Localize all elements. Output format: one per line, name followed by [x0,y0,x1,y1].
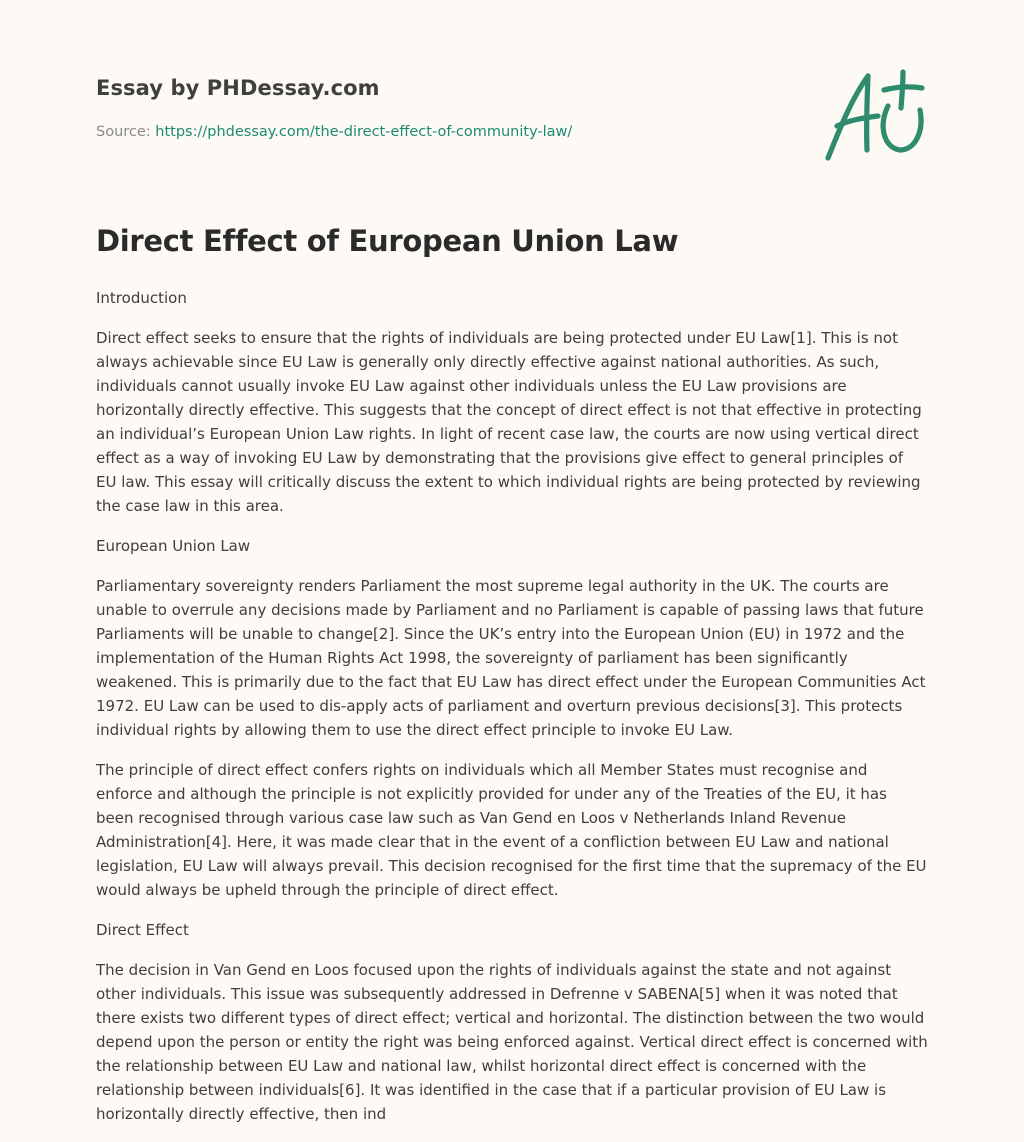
section-heading-european-union-law: European Union Law [96,537,251,555]
paragraph: The principle of direct effect confers rights on individuals which all Member States must recognise and enforce and although the principle is not explicitly provided for under any of the Treaties of the EU, it has been recognised through various case law such as Van Gend en Loos v Netherlands Inland Revenue Administration[4]. Here, it was made clear that in the event of a confliction between EU Law and national legislation, EU Law will always prevail. This decision recognised for the first time that the supremacy of the EU would always be upheld through the principle of direct effect. [96,761,927,899]
source-link[interactable]: https://phdessay.com/the-direct-effect-of-community-law/ [155,124,573,140]
paragraph: Direct effect seeks to ensure that the rights of individuals are being protected under EU Law[1]. This is not always achievable since EU Law is generally only directly effective against national authorities. As such, individuals cannot usually invoke EU Law against other individuals unless the EU Law provisions are horizontally directly effective. This suggests that the concept of direct effect is not that effective in protecting an individual’s European Union Law rights. In light of recent case law, the courts are now using vertical direct effect as a way of invoking EU Law by demonstrating that the provisions give effect to general principles of EU law. This essay will critically discuss the extent to which individual rights are being protected by reviewing the case law in this area. [96,329,922,515]
paragraph: The decision in Van Gend en Loos focused upon the rights of individuals against the state and not against other individuals. This issue was subsequently addressed in Defrenne v SABENA[5] when it was noted that there exists two different types of direct effect; vertical and horizontal. The distinction between the two would depend upon the person or entity the right was being enforced against. Vertical direct effect is concerned with the relationship between EU Law and national law, whilst horizontal direct effect is concerned with the relationship between individuals[6]. It was identified in the case that if a particular provision of EU Law is horizontally directly effective, then ind [96,961,928,1123]
brand-title: Essay by PHDessay.com [96,76,380,100]
paragraph: Parliamentary sovereignty renders Parliament the most supreme legal authority in the UK. The courts are unable to overrule any decisions made by Parliament and no Parliament is capable of passing laws that future Parliaments will be unable to change[2]. Since the UK’s entry into the European Union (EU) in 1972 and the implementation of the Human Rights Act 1998, the sovereignty of parliament has been significantly weakened. This is primarily due to the fact that EU Law has direct effect under the European Communities Act 1972. EU Law can be used to dis-apply acts of parliament and overturn previous decisions[3]. This protects individual rights by allowing them to use the direct effect principle to invoke EU Law. [96,577,926,739]
source-label: Source: [96,124,156,140]
section-heading-direct-effect: Direct Effect [96,921,189,939]
essay-body [96,286,928,1142]
section-heading-introduction: Introduction [96,289,187,307]
a-plus-logo-icon [822,66,928,166]
source-line [96,124,572,140]
essay-title: Direct Effect of European Union Law [96,224,679,258]
